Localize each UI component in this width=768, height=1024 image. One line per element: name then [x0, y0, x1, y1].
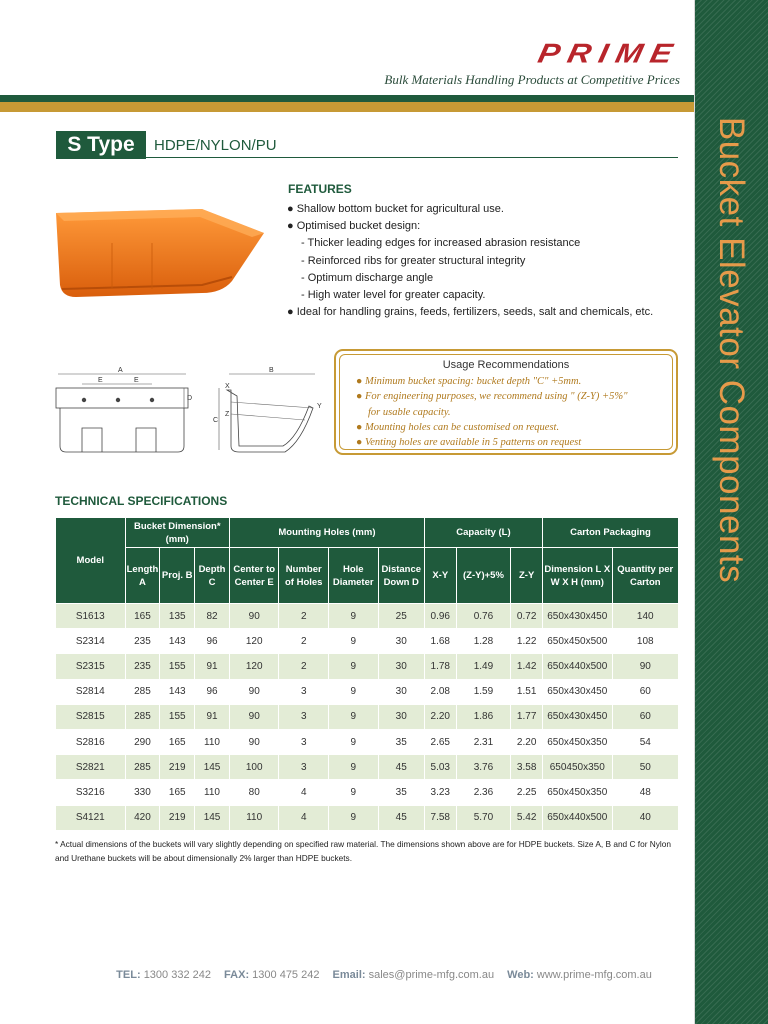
usage-item: for usable capacity.	[368, 406, 451, 418]
col-header: Center to Center E	[229, 548, 279, 604]
features-item: - High water level for greater capacity.	[301, 288, 486, 301]
table-cell: 1.22	[511, 629, 543, 654]
table-cell: 219	[160, 805, 195, 830]
table-cell: 285	[125, 755, 160, 780]
group-header-bucket-dimension: Bucket Dimension* (mm)	[125, 518, 229, 548]
table-cell: 5.03	[424, 755, 456, 780]
usage-item: ● Venting holes are available in 5 patterns on request	[356, 437, 582, 449]
fax-label: FAX:	[224, 969, 250, 981]
table-cell: 60	[612, 704, 678, 729]
table-cell: 35	[378, 729, 424, 754]
table-cell: S2816	[56, 729, 126, 754]
email-label: Email:	[332, 969, 366, 981]
col-header: Hole Diameter	[329, 548, 379, 604]
table-cell: 650x430x450	[542, 679, 612, 704]
table-cell: 3.23	[424, 780, 456, 805]
tagline: Bulk Materials Handling Products at Competitive Prices	[384, 72, 680, 87]
table-cell: 30	[378, 679, 424, 704]
col-header: Z-Y	[511, 548, 543, 604]
features-item: - Reinforced ribs for greater structural integrity	[301, 254, 526, 267]
footnote: * Actual dimensions of the buckets will vary slightly depending on specified raw material. The dimensions shown above are for HDPE buckets. Size A, B and C for Nylon and Urethane buckets will be about dimensionally 2% larger than HDPE buckets.	[55, 839, 671, 863]
table-row	[56, 780, 679, 805]
bucket-photo	[52, 203, 272, 303]
table-row	[56, 654, 679, 679]
side-title-text: Bucket Elevator Components	[712, 116, 751, 584]
table-row	[56, 755, 679, 780]
col-header-model: Model	[56, 518, 126, 604]
dim-label: C	[213, 417, 219, 424]
usage-recommendations	[334, 349, 678, 455]
table-cell: 9	[329, 755, 379, 780]
table-cell: 3	[279, 679, 329, 704]
table-cell: 82	[195, 604, 230, 629]
dim-label: E	[134, 377, 139, 384]
table-cell: 90	[229, 679, 279, 704]
header-bar-green	[0, 95, 694, 102]
dim-d-drawing	[180, 386, 200, 410]
table-row	[56, 805, 679, 830]
fax-value: 1300 475 242	[252, 969, 320, 981]
table-cell: 90	[229, 604, 279, 629]
group-header-carton: Carton Packaging	[542, 518, 678, 548]
table-cell: 4	[279, 780, 329, 805]
features-item: ● Optimised bucket design:	[287, 220, 421, 233]
prime-logo: PRIME	[535, 37, 684, 69]
table-cell: 155	[160, 704, 195, 729]
table-cell: S2815	[56, 704, 126, 729]
table-cell: 650450x350	[542, 755, 612, 780]
features-list	[287, 201, 653, 321]
table-cell: 0.76	[456, 604, 511, 629]
table-cell: 2.08	[424, 679, 456, 704]
table-cell: 30	[378, 654, 424, 679]
table-cell: 2.25	[511, 780, 543, 805]
table-row	[56, 679, 679, 704]
dim-label: X	[225, 383, 230, 390]
dim-label: D	[187, 395, 193, 402]
table-cell: 120	[229, 629, 279, 654]
table-cell: 2	[279, 629, 329, 654]
table-cell: 1.68	[424, 629, 456, 654]
group-header-mounting-holes: Mounting Holes (mm)	[229, 518, 424, 548]
table-cell: S2315	[56, 654, 126, 679]
col-header: Dimension L X W X H (mm)	[542, 548, 612, 604]
table-cell: 145	[195, 755, 230, 780]
features-item: ● Shallow bottom bucket for agricultural use.	[287, 203, 504, 215]
table-cell: 1.77	[511, 704, 543, 729]
features-item: - Thicker leading edges for increased abrasion resistance	[301, 237, 581, 250]
col-header: Length A	[125, 548, 160, 604]
group-header-capacity: Capacity (L)	[424, 518, 542, 548]
table-cell: 1.51	[511, 679, 543, 704]
table-cell: 30	[378, 629, 424, 654]
title-rule	[146, 157, 678, 158]
table-cell: 330	[125, 780, 160, 805]
header-bar-gold	[0, 102, 694, 112]
table-cell: 143	[160, 679, 195, 704]
contact-footer	[0, 969, 768, 981]
table-cell: 54	[612, 729, 678, 754]
table-cell: 96	[195, 679, 230, 704]
usage-title: Usage Recommendations	[442, 359, 570, 371]
table-cell: 3	[279, 755, 329, 780]
table-cell: 420	[125, 805, 160, 830]
table-cell: 2.20	[424, 704, 456, 729]
table-cell: 219	[160, 755, 195, 780]
dim-label: Y	[317, 403, 322, 410]
table-cell: 135	[160, 604, 195, 629]
table-cell: 35	[378, 780, 424, 805]
table-cell: 60	[612, 679, 678, 704]
front-view-drawing	[52, 362, 192, 462]
table-cell: 2.31	[456, 729, 511, 754]
table-cell: 3	[279, 729, 329, 754]
side-title	[694, 0, 768, 1024]
table-cell: 3.58	[511, 755, 543, 780]
table-cell: 120	[229, 654, 279, 679]
table-cell: 1.59	[456, 679, 511, 704]
col-header: Quantity per Carton	[612, 548, 678, 604]
table-cell: 108	[612, 629, 678, 654]
table-cell: S4121	[56, 805, 126, 830]
table-cell: 2.65	[424, 729, 456, 754]
table-cell: 235	[125, 629, 160, 654]
table-cell: 90	[229, 704, 279, 729]
table-cell: 235	[125, 654, 160, 679]
table-cell: 165	[125, 604, 160, 629]
table-cell: 110	[195, 729, 230, 754]
table-cell: 90	[612, 654, 678, 679]
dim-label: Z	[225, 411, 230, 418]
table-cell: 40	[612, 805, 678, 830]
table-cell: 285	[125, 704, 160, 729]
table-cell: 4	[279, 805, 329, 830]
usage-item: ● For engineering purposes, we recommend using " (Z-Y) +5%"	[356, 391, 628, 403]
table-cell: 100	[229, 755, 279, 780]
features-title: FEATURES	[288, 182, 352, 196]
table-cell: 285	[125, 679, 160, 704]
table-cell: 650x440x500	[542, 805, 612, 830]
table-cell: 650x430x450	[542, 704, 612, 729]
table-cell: 3.76	[456, 755, 511, 780]
table-cell: 9	[329, 729, 379, 754]
table-cell: 155	[160, 654, 195, 679]
table-cell: 1.49	[456, 654, 511, 679]
table-row	[56, 629, 679, 654]
table-cell: 9	[329, 704, 379, 729]
table-cell: 290	[125, 729, 160, 754]
features-item: - Optimum discharge angle	[301, 271, 434, 284]
table-cell: 90	[229, 729, 279, 754]
table-cell: 7.58	[424, 805, 456, 830]
table-cell: 0.72	[511, 604, 543, 629]
table-cell: 0.96	[424, 604, 456, 629]
table-cell: 2.36	[456, 780, 511, 805]
table-cell: 145	[195, 805, 230, 830]
table-cell: 650x440x500	[542, 654, 612, 679]
table-cell: 2	[279, 604, 329, 629]
table-cell: 45	[378, 755, 424, 780]
table-cell: S2314	[56, 629, 126, 654]
table-cell: 80	[229, 780, 279, 805]
dim-label: A	[118, 367, 123, 374]
table-row	[56, 704, 679, 729]
col-header: Proj. B	[160, 548, 195, 604]
col-header: X-Y	[424, 548, 456, 604]
table-cell: 650x450x350	[542, 729, 612, 754]
email-link[interactable]: sales@prime-mfg.com.au	[368, 969, 495, 981]
table-cell: 650x450x350	[542, 780, 612, 805]
tel-label: TEL:	[116, 969, 141, 981]
table-cell: 165	[160, 780, 195, 805]
table-cell: 30	[378, 704, 424, 729]
table-cell: 5.70	[456, 805, 511, 830]
table-cell: 1.78	[424, 654, 456, 679]
table-row	[56, 729, 679, 754]
table-cell: S1613	[56, 604, 126, 629]
tech-spec-title: TECHNICAL SPECIFICATIONS	[55, 494, 228, 508]
table-row	[56, 604, 679, 629]
table-cell: 5.42	[511, 805, 543, 830]
table-cell: 45	[378, 805, 424, 830]
table-cell: 110	[229, 805, 279, 830]
dim-label: E	[98, 377, 103, 384]
table-cell: 48	[612, 780, 678, 805]
col-header: (Z-Y)+5%	[456, 548, 511, 604]
usage-item: ● Mounting holes can be customised on request.	[356, 421, 560, 433]
table-cell: 9	[329, 654, 379, 679]
table-cell: 110	[195, 780, 230, 805]
table-cell: 650x450x500	[542, 629, 612, 654]
table-cell: 9	[329, 805, 379, 830]
table-cell: 91	[195, 704, 230, 729]
col-header: Depth C	[195, 548, 230, 604]
product-type-label: S Type	[56, 131, 146, 159]
table-cell: S3216	[56, 780, 126, 805]
web-link[interactable]: www.prime-mfg.com.au	[536, 969, 652, 981]
table-cell: 143	[160, 629, 195, 654]
table-cell: 25	[378, 604, 424, 629]
table-cell: 165	[160, 729, 195, 754]
side-view-drawing	[205, 362, 325, 462]
table-cell: 1.42	[511, 654, 543, 679]
usage-item: ● Minimum bucket spacing: bucket depth "C" +5mm.	[356, 376, 582, 387]
table-cell: S2814	[56, 679, 126, 704]
table-cell: 9	[329, 780, 379, 805]
table-cell: 2.20	[511, 729, 543, 754]
table-cell: 2	[279, 654, 329, 679]
table-cell: 650x430x450	[542, 604, 612, 629]
table-cell: 91	[195, 654, 230, 679]
features-item: ● Ideal for handling grains, feeds, fertilizers, seeds, salt and chemicals, etc.	[287, 306, 654, 319]
table-cell: 9	[329, 629, 379, 654]
dim-label: B	[269, 367, 274, 374]
table-cell: 1.28	[456, 629, 511, 654]
table-cell: 1.86	[456, 704, 511, 729]
usage-list	[356, 374, 628, 450]
web-label: Web:	[507, 969, 534, 981]
table-cell: S2821	[56, 755, 126, 780]
product-materials: HDPE/NYLON/PU	[154, 137, 277, 154]
table-cell: 9	[329, 604, 379, 629]
col-header: Number of Holes	[279, 548, 329, 604]
spec-table	[55, 517, 679, 831]
tel-value[interactable]: 1300 332 242	[143, 969, 211, 981]
col-header: Distance Down D	[378, 548, 424, 604]
table-cell: 9	[329, 679, 379, 704]
table-cell: 50	[612, 755, 678, 780]
table-cell: 3	[279, 704, 329, 729]
table-cell: 96	[195, 629, 230, 654]
table-cell: 140	[612, 604, 678, 629]
